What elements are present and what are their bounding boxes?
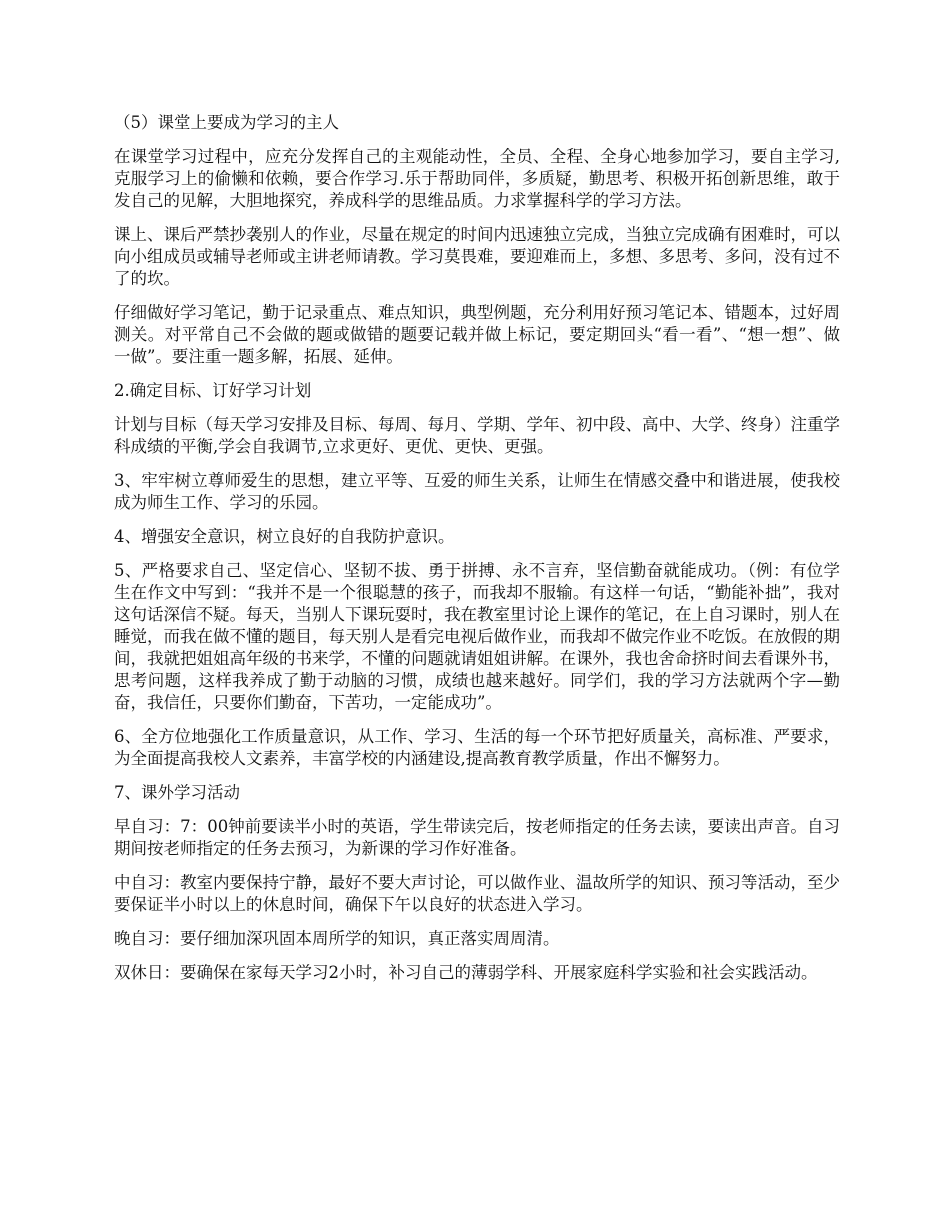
paragraph-safety: 4、增强安全意识，树立良好的自我防护意识。 bbox=[114, 527, 455, 546]
paragraph-noon-study: 中自习：教室内要保持宁静，最好不要大声讨论，可以做作业、温故所学的知识、预习等活动，至少要保证半小时以上的休息时间，确保下午以良好的状态进入学习。 bbox=[114, 873, 840, 914]
paragraph-classroom-learning: 在课堂学习过程中，应充分发挥自己的主观能动性，全员、全程、全身心地参加学习，要自主学习,克服学习上的偷懒和依赖，要合作学习.乐于帮助同伴，多质疑，勤思考、积极开拓创新思维，敢于发自己的见解，大胆地探究，养成科学的思维品质。力求掌握科学的学习方法。 bbox=[114, 147, 840, 210]
section-heading-classroom-master: （5）课堂上要成为学习的主人 bbox=[114, 113, 339, 132]
document-page bbox=[114, 112, 840, 996]
paragraph-plan-goals: 计划与目标（每天学习安排及目标、每周、每月、学期、学年、初中段、高中、大学、终身）注重学科成绩的平衡,学会自我调节,立求更好、更优、更快、更强。 bbox=[114, 415, 840, 456]
paragraph-quality-awareness: 6、全方位地强化工作质量意识，从工作、学习、生活的每一个环节把好质量关，高标准、严要求，为全面提高我校人文素养，丰富学校的内涵建设,提高教育教学质量，作出不懈努力。 bbox=[114, 727, 840, 768]
paragraph-study-notes: 仔细做好学习笔记，勤于记录重点、难点知识，典型例题，充分利用好预习笔记本、错题本，过好周测关。对平常自己不会做的题或做错的题要记载并做上标记，要定期回头“看一看”、“想一想”、做一做”。要注重一题多解，拓展、延伸。 bbox=[114, 303, 840, 366]
paragraph-teacher-student: 3、牢牢树立尊师爱生的思想，建立平等、互爱的师生关系，让师生在情感交叠中和谐进展，使我校成为师生工作、学习的乐园。 bbox=[114, 471, 840, 512]
section-heading-extracurricular: 7、课外学习活动 bbox=[114, 783, 240, 802]
paragraph-diligence-example: 5、严格要求自己、坚定信心、坚韧不拔、勇于拼搏、永不言弃，坚信勤奋就能成功。（例：有位学生在作文中写到：“我并不是一个很聪慧的孩子，而我却不服输。有这样一句话，“勤能补拙”，我对这句话深信不疑。每天，当别人下课玩耍时，我在教室里讨论上课作的笔记，在上自习课时，别人在睡觉，而我在做不懂的题目，每天别人是看完电视后做作业，而我却不做完作业不吃饭。在放假的期间，我就把姐姐高年级的书来学，不懂的问题就请姐姐讲解。在课外，我也舍命挤时间去看课外书，思考问题，这样我养成了勤于动脑的习惯，成绩也越来越好。同学们，我的学习方法就两个字—勤奋，我信任，只要你们勤奋，下苦功，一定能成功”。 bbox=[114, 561, 840, 712]
paragraph-weekend-study: 双休日：要确保在家每天学习2小时，补习自己的薄弱学科、开展家庭科学实验和社会实践活动。 bbox=[114, 963, 818, 982]
paragraph-evening-study: 晚自习：要仔细加深巩固本周所学的知识，真正落实周周清。 bbox=[114, 929, 560, 948]
section-heading-goals-plan: 2.确定目标、订好学习计划 bbox=[114, 381, 312, 400]
paragraph-homework-independence: 课上、课后严禁抄袭别人的作业，尽量在规定的时间内迅速独立完成，当独立完成确有困难时，可以向小组成员或辅导老师或主讲老师请教。学习莫畏难，要迎难而上，多想、多思考、多问，没有过不了的坎。 bbox=[114, 225, 840, 288]
paragraph-morning-study: 早自习：7：00钟前要读半小时的英语，学生带读完后，按老师指定的任务去读，要读出声音。自习期间按老师指定的任务去预习，为新课的学习作好准备。 bbox=[114, 817, 840, 858]
